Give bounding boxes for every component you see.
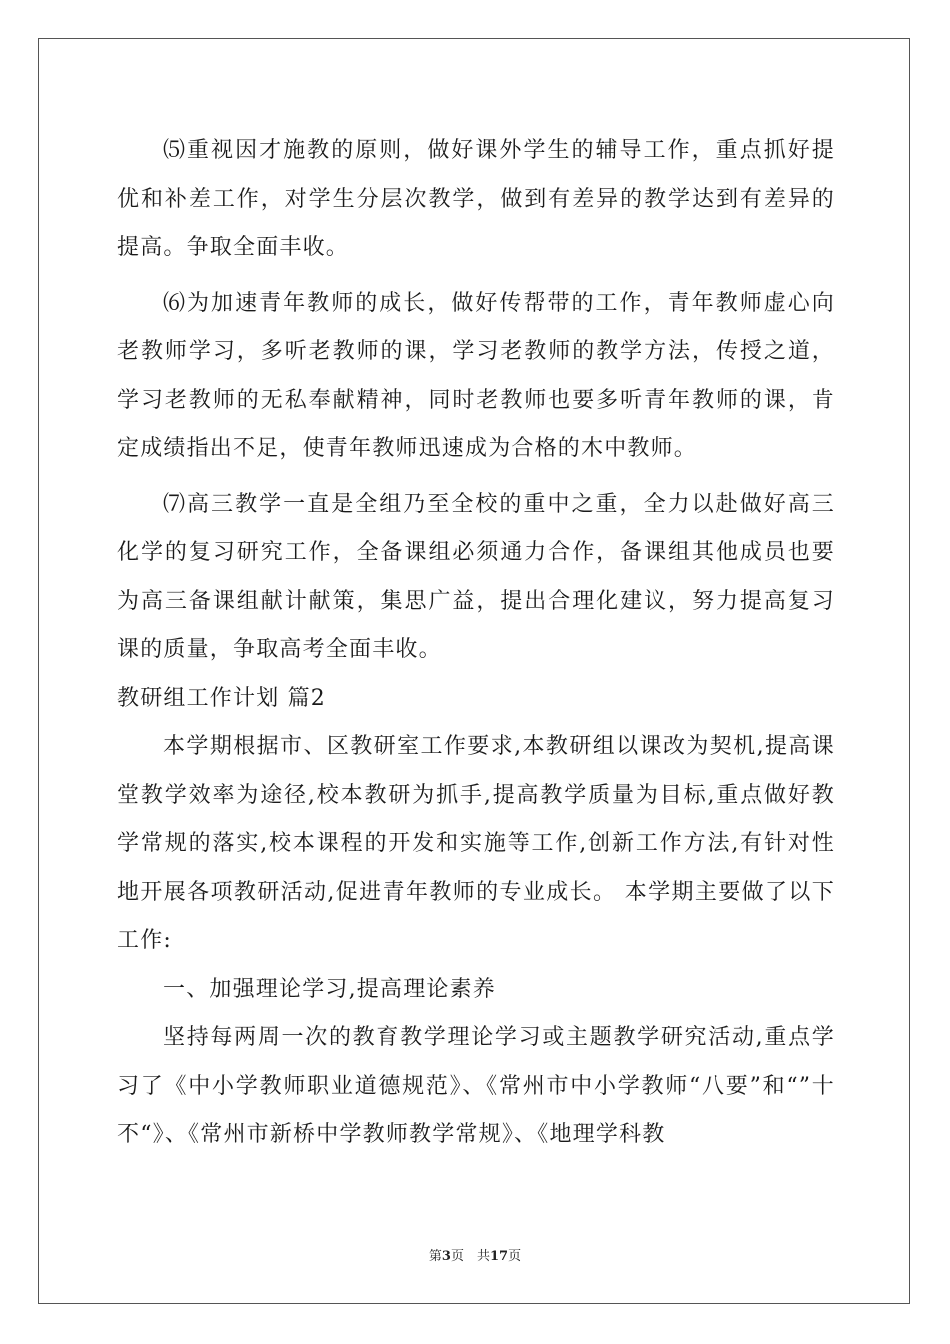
subheading-theory-study: 一、加强理论学习,提高理论素养 <box>163 976 496 1002</box>
paragraph-item-5: ⑸重视因才施教的原则，做好课外学生的辅导工作，重点抓好提优和补差工作，对学生分层次教学，做到有差异的教学达到有差异的提高。争取全面丰收。 <box>117 138 835 260</box>
document-body <box>117 127 835 1160</box>
paragraph-item-6: ⑹为加速青年教师的成长，做好传帮带的工作，青年教师虚心向老教师学习，多听老教师的课，学习老教师的教学方法，传授之道，学习老教师的无私奉献精神，同时老教师也要多听青年教师的课，肯定成绩指出不足，使青年教师迅速成为合格的木中教师。 <box>117 290 835 461</box>
theory-study-paragraph: 坚持每两周一次的教育教学理论学习或主题教学研究活动,重点学习了《中小学教师职业道德规范》、《常州市中小学教师“八要”和“”十不“》、《常州市新桥中学教师教学常规》、《地理学科教 <box>117 1025 835 1147</box>
page-number-middle: 页 共 <box>450 1249 490 1264</box>
paragraph-item-7: ⑺高三教学一直是全组乃至全校的重中之重，全力以赴做好高三化学的复习研究工作，全备课组必须通力合作，备课组其他成员也要为高三备课组献计献策，集思广益，提出合理化建议，努力提高复习课的质量，争取高考全面丰收。 <box>117 491 835 662</box>
page-number-prefix: 第 <box>428 1249 442 1264</box>
page-footer <box>0 1245 950 1264</box>
current-page-number: 3 <box>441 1249 451 1264</box>
intro-paragraph: 本学期根据市、区教研室工作要求,本教研组以课改为契机,提高课堂教学效率为途径,校本教研为抓手,提高教学质量为目标,重点做好教学常规的落实,校本课程的开发和实施等工作,创新工作方法,有针对性地开展各项教研活动,促进青年教师的专业成长。 本学期主要做了以下工作: <box>117 734 835 953</box>
section-heading: 教研组工作计划 篇2 <box>117 685 326 711</box>
total-page-count: 17 <box>489 1249 509 1264</box>
page-number-suffix: 页 <box>508 1249 522 1264</box>
